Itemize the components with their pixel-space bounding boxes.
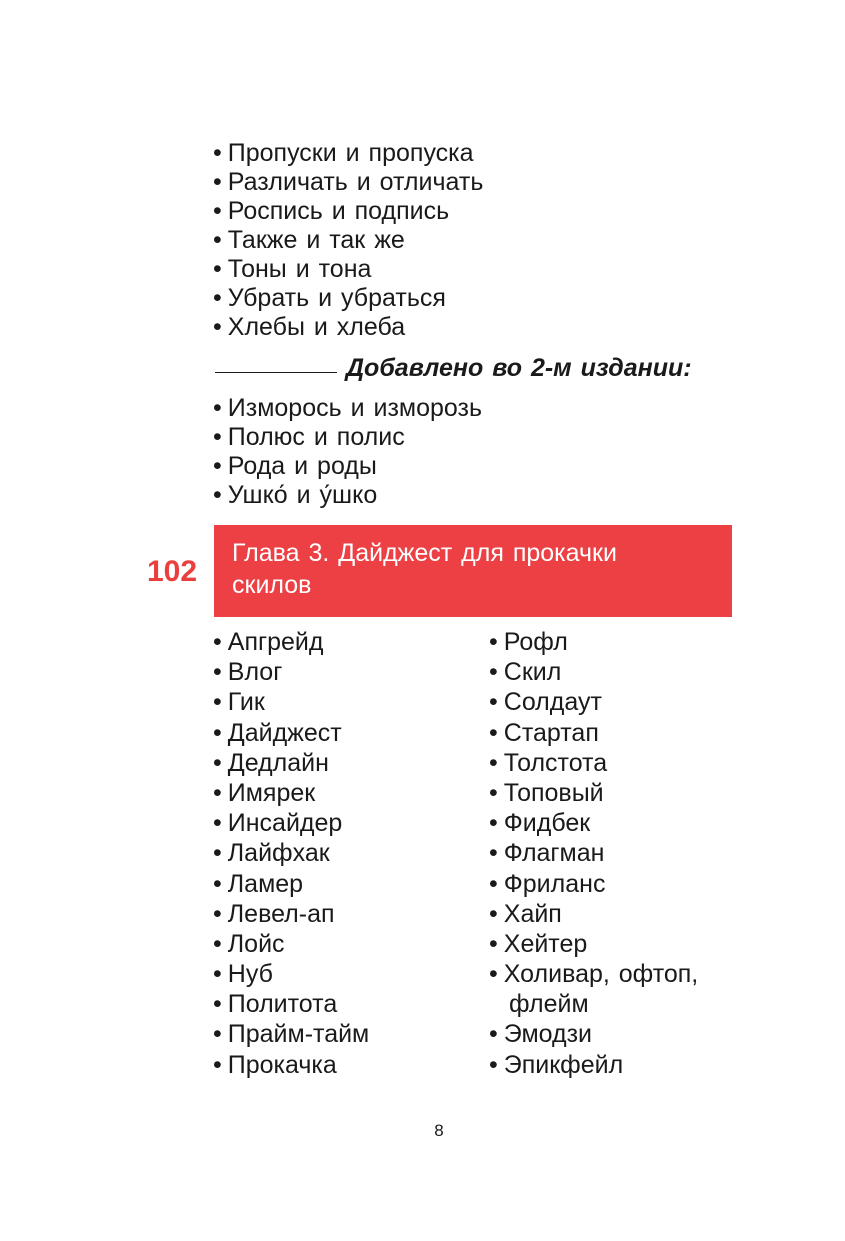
list-item: • Хейтер bbox=[489, 929, 729, 959]
list-item: • Также и так же bbox=[213, 226, 483, 255]
list-item-wrapped bbox=[489, 959, 729, 1019]
list-item: • Пропуски и пропуска bbox=[213, 139, 483, 168]
list-item: • Рофл bbox=[489, 627, 729, 657]
list-item: • Солдаут bbox=[489, 687, 729, 717]
list-item: • Различать и отличать bbox=[213, 168, 483, 197]
list-item: • Лойс bbox=[213, 929, 369, 959]
list-item: • Эпикфейл bbox=[489, 1050, 729, 1080]
list-item: • Стартап bbox=[489, 718, 729, 748]
terms-list-right bbox=[489, 627, 729, 1080]
list-item: • Топовый bbox=[489, 778, 729, 808]
list-item: • Эмодзи bbox=[489, 1019, 729, 1049]
list-item: • Влог bbox=[213, 657, 369, 687]
list-item: • Нуб bbox=[213, 959, 369, 989]
list-item: • Инсайдер bbox=[213, 808, 369, 838]
list-item: • Лайфхак bbox=[213, 838, 369, 868]
list-item: • Хайп bbox=[489, 899, 729, 929]
wrapped-line-2: флейм bbox=[509, 990, 589, 1019]
list-item: • Левел-ап bbox=[213, 899, 369, 929]
section-divider bbox=[215, 372, 337, 373]
list-item: • Скил bbox=[489, 657, 729, 687]
added-pairs-list bbox=[213, 394, 482, 510]
list-item: • Убрать и убраться bbox=[213, 284, 483, 313]
list-item: • Тоны и тона bbox=[213, 255, 483, 284]
list-item: • Политота bbox=[213, 989, 369, 1019]
list-item: • Изморось и изморозь bbox=[213, 394, 482, 423]
wrapped-line-1: • Холивар, офтоп, bbox=[489, 959, 729, 989]
list-item: • Рода и роды bbox=[213, 452, 482, 481]
list-item: • Фидбек bbox=[489, 808, 729, 838]
list-item: • Имярек bbox=[213, 778, 369, 808]
spelling-pairs-list bbox=[213, 139, 483, 342]
list-item: • Хлебы и хлеба bbox=[213, 313, 483, 342]
chapter-title: Глава 3. Дайджест для прокачки скилов bbox=[232, 539, 617, 599]
added-section-heading: Добавлено во 2-м издании: bbox=[346, 354, 692, 382]
list-item: • Гик bbox=[213, 687, 369, 717]
list-item: • Прокачка bbox=[213, 1050, 369, 1080]
terms-list-left bbox=[213, 627, 369, 1080]
list-item: • Фриланс bbox=[489, 869, 729, 899]
list-item: • Роспись и подпись bbox=[213, 197, 483, 226]
list-item: • Ушко́ и у́шко bbox=[213, 481, 482, 510]
list-item: • Прайм-тайм bbox=[213, 1019, 369, 1049]
page-number: 8 bbox=[434, 1121, 444, 1140]
list-item: • Ламер bbox=[213, 869, 369, 899]
list-item: • Толстота bbox=[489, 748, 729, 778]
list-item: • Дайджест bbox=[213, 718, 369, 748]
list-item: • Полюс и полис bbox=[213, 423, 482, 452]
chapter-page-number: 102 bbox=[147, 555, 198, 588]
list-item: • Флагман bbox=[489, 838, 729, 868]
list-item: • Апгрейд bbox=[213, 627, 369, 657]
chapter-banner[interactable] bbox=[214, 525, 732, 617]
list-item: • Дедлайн bbox=[213, 748, 369, 778]
